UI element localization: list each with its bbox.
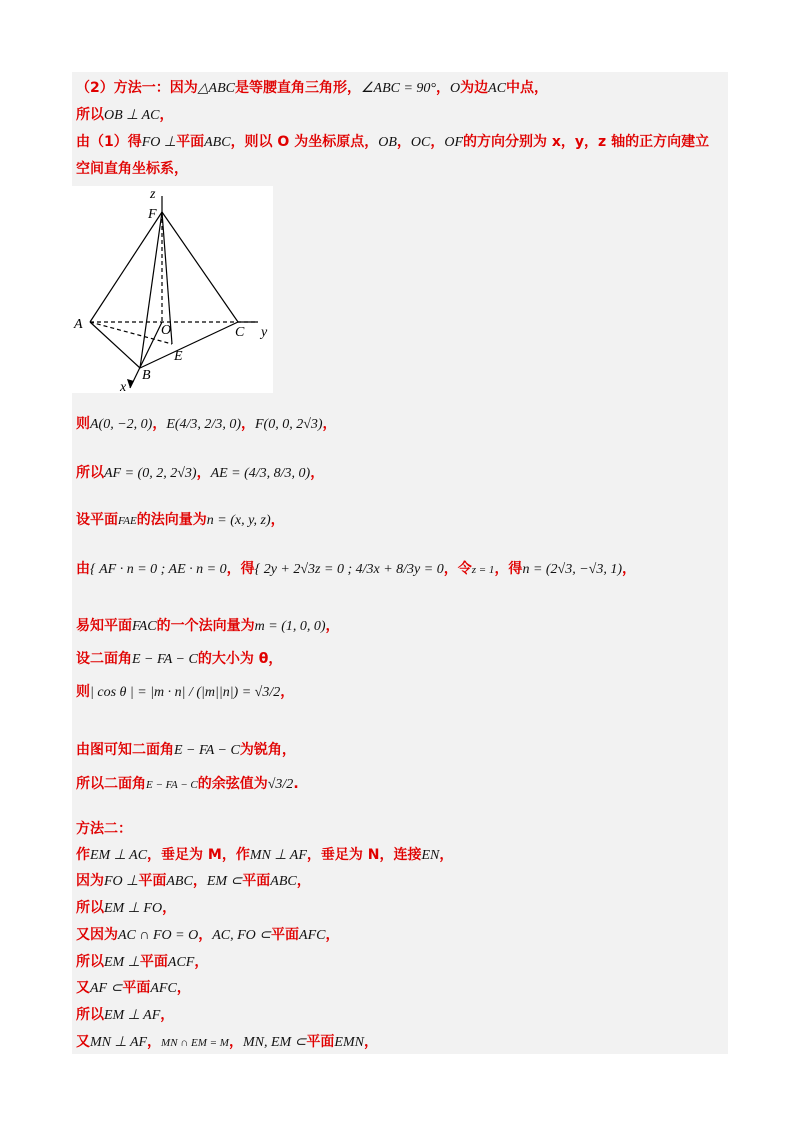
solution-text-segment: . xyxy=(293,776,299,792)
solution-text-segment: 作 xyxy=(76,847,90,863)
solution-line xyxy=(76,511,285,530)
solution-text-segment: ， xyxy=(436,80,451,96)
solution-line xyxy=(76,926,339,945)
solution-text-segment: ，令 xyxy=(443,561,472,577)
math-expression: | cos θ | = |m · n| / (|m||n|) = √3/2 xyxy=(90,685,281,700)
solution-text-segment: 是等腰直角三角形， xyxy=(234,80,361,96)
edge-bc xyxy=(140,322,238,368)
pyramid-diagram xyxy=(72,186,273,393)
solution-text-segment: 由图可知二面角 xyxy=(76,742,174,758)
solution-text-segment: ， xyxy=(159,107,174,123)
solution-line xyxy=(76,415,337,434)
label-c: C xyxy=(235,325,245,340)
solution-text-segment: 因为 xyxy=(76,873,104,889)
math-expression: AC xyxy=(488,81,507,96)
solution-text-segment: ， xyxy=(176,980,191,996)
math-expression: ABC xyxy=(270,874,297,889)
solution-text-segment: 的方向分别为 x，y，z 轴的正方向建立 xyxy=(463,134,710,150)
solution-text-segment: 中点， xyxy=(506,80,549,96)
solution-line xyxy=(76,79,548,98)
solution-text-segment: 所以 xyxy=(76,900,104,916)
math-expression: E − FA − C xyxy=(132,652,198,667)
label-f: F xyxy=(148,207,157,222)
solution-line xyxy=(76,464,324,483)
math-expression: ABC xyxy=(204,135,231,150)
math-expression: FO ⊥ xyxy=(141,135,177,150)
solution-text-segment: 则 xyxy=(76,416,90,432)
solution-line xyxy=(76,872,311,891)
math-expression: E − FA − C xyxy=(174,743,240,758)
math-expression: O xyxy=(450,81,461,96)
solution-text-segment: 方法二： xyxy=(76,821,132,837)
math-expression: OF xyxy=(444,135,464,150)
math-expression: MN ⊥ AF xyxy=(249,848,307,863)
solution-line xyxy=(76,741,296,760)
label-x: x xyxy=(120,380,127,393)
solution-text-segment: 又 xyxy=(76,980,90,996)
solution-text-segment: ， xyxy=(198,927,213,943)
solution-text-segment: ， xyxy=(363,1034,378,1050)
solution-text-segment: 设二面角 xyxy=(76,651,132,667)
solution-line xyxy=(76,650,282,669)
solution-text-segment: 为边 xyxy=(460,80,489,96)
solution-text-segment: ，得 xyxy=(494,561,523,577)
math-expression: △ABC xyxy=(197,81,235,96)
label-b: B xyxy=(142,368,151,383)
solution-text-segment: 设平面 xyxy=(76,512,118,528)
solution-text-segment: ， xyxy=(240,416,255,432)
solution-line xyxy=(76,683,294,702)
solution-text-segment: 平面 xyxy=(176,134,205,150)
math-expression: EM ⊂ xyxy=(206,874,243,889)
math-expression: AF = (0, 2, 2√3) xyxy=(104,466,197,481)
solution-text-segment: 的一个法向量为 xyxy=(156,618,255,634)
math-expression: ∠ABC = 90° xyxy=(360,81,437,96)
math-expression: EMN xyxy=(334,1035,364,1050)
solution-line xyxy=(76,899,176,918)
math-expression: EM ⊥ AC xyxy=(90,848,148,863)
math-expression: AFC xyxy=(150,981,177,996)
solution-text-segment: 平面 xyxy=(122,980,151,996)
solution-text-segment: ， xyxy=(160,1007,175,1023)
solution-text-segment: ，垂足为 N，连接 xyxy=(306,847,422,863)
math-expression: F(0, 0, 2√3) xyxy=(254,417,323,432)
math-expression: { 2y + 2√3z = 0 ; 4/3x + 8/3y = 0 xyxy=(254,562,444,577)
solution-text-segment: 由（1）得 xyxy=(76,134,142,150)
math-expression: E − FA − C xyxy=(146,779,198,791)
solution-text-segment: ， xyxy=(192,873,207,889)
edge-ab xyxy=(90,322,140,368)
math-expression: MN ⊥ AF xyxy=(90,1035,148,1050)
solution-text-segment: ， xyxy=(228,1034,243,1050)
solution-line xyxy=(76,979,191,998)
solution-text-segment: （2）方法一：因为 xyxy=(76,80,198,96)
math-expression: E(4/3, 2/3, 0) xyxy=(166,417,241,432)
math-expression: AF ⊂ xyxy=(90,981,123,996)
solution-text-segment: 易知平面 xyxy=(76,618,132,634)
solution-line xyxy=(76,133,709,152)
math-expression: MN, EM ⊂ xyxy=(242,1035,307,1050)
label-z: z xyxy=(150,187,156,202)
solution-text-segment: ，则以 O 为坐标原点， xyxy=(230,134,379,150)
solution-text-segment: 所以二面角 xyxy=(76,776,146,792)
solution-text-segment: 的大小为 θ， xyxy=(197,651,283,667)
solution-line xyxy=(76,953,208,972)
solution-text-segment: ， xyxy=(325,927,340,943)
solution-line xyxy=(76,560,636,579)
math-expression: EM ⊥ FO xyxy=(104,901,163,916)
solution-text-segment: 平面 xyxy=(139,954,168,970)
label-e: E xyxy=(174,349,183,364)
math-expression: AFC xyxy=(299,928,326,943)
pyramid-figure xyxy=(72,186,273,393)
solution-text-segment: ， xyxy=(280,684,295,700)
solution-text-segment: 的余弦值为 xyxy=(197,776,268,792)
solution-text-segment: ， xyxy=(396,134,411,150)
solution-text-segment: 又因为 xyxy=(76,927,118,943)
math-expression: OB ⊥ AC xyxy=(104,108,160,123)
math-expression: n = (x, y, z) xyxy=(206,513,271,528)
solution-text-segment: 平面 xyxy=(306,1034,335,1050)
math-expression: FO ⊥ xyxy=(104,874,139,889)
solution-text-segment: ，垂足为 M，作 xyxy=(147,847,250,863)
solution-line xyxy=(76,106,174,125)
solution-text-segment: ， xyxy=(270,512,285,528)
solution-text-segment: ， xyxy=(196,465,211,481)
solution-text-segment: 的法向量为 xyxy=(136,512,207,528)
solution-line xyxy=(76,160,188,178)
label-a: A xyxy=(74,317,83,332)
solution-text-segment: 为锐角， xyxy=(239,742,296,758)
math-expression: ABC xyxy=(166,874,193,889)
solution-line xyxy=(76,617,340,636)
solution-text-segment: 又 xyxy=(76,1034,90,1050)
math-expression: ACF xyxy=(167,955,195,970)
solution-text-segment: 所以 xyxy=(76,954,104,970)
math-expression: MN ∩ EM = M xyxy=(161,1037,229,1049)
solution-text-segment: ， xyxy=(194,954,209,970)
solution-text-segment: ， xyxy=(310,465,325,481)
math-expression: { AF · n = 0 ; AE · n = 0 xyxy=(90,562,227,577)
solution-text-segment: ， xyxy=(430,134,445,150)
solution-text-segment: 所以 xyxy=(76,465,104,481)
solution-text-segment: 空间直角坐标系， xyxy=(76,161,188,177)
solution-text-segment: 平面 xyxy=(242,873,271,889)
math-expression: A(0, −2, 0) xyxy=(90,417,153,432)
solution-text-segment: ， xyxy=(325,618,340,634)
solution-line xyxy=(76,846,453,865)
label-o: O xyxy=(161,323,172,338)
solution-text-segment: ， xyxy=(322,416,337,432)
math-expression: n = (2√3, −√3, 1) xyxy=(522,562,623,577)
solution-text-segment: 则 xyxy=(76,684,90,700)
solution-text-segment: ，得 xyxy=(226,561,255,577)
math-expression: FAC xyxy=(132,619,157,634)
math-expression: FAE xyxy=(118,515,137,527)
x-axis-arrow xyxy=(127,379,134,388)
solution-text-segment: ， xyxy=(152,416,167,432)
math-expression: OC xyxy=(410,135,431,150)
solution-line xyxy=(76,1006,174,1025)
math-expression: EN xyxy=(421,848,440,863)
solution-text-segment: 平面 xyxy=(138,873,167,889)
solution-text-segment: ， xyxy=(162,900,177,916)
math-expression: EM ⊥ xyxy=(104,955,140,970)
solution-text-segment: 由 xyxy=(76,561,90,577)
math-expression: OB xyxy=(378,135,397,150)
solution-text-segment: ， xyxy=(296,873,311,889)
solution-text-segment: ， xyxy=(622,561,637,577)
label-y: y xyxy=(261,325,268,340)
solution-text-segment: 平面 xyxy=(271,927,300,943)
math-expression: √3/2 xyxy=(267,777,294,792)
math-expression: m = (1, 0, 0) xyxy=(254,619,326,634)
math-expression: EM ⊥ AF xyxy=(104,1008,161,1023)
solution-text-segment: ， xyxy=(147,1034,162,1050)
math-expression: AE = (4/3, 8/3, 0) xyxy=(210,466,311,481)
math-expression: AC, FO ⊂ xyxy=(212,928,272,943)
math-expression: AC ∩ FO = O xyxy=(118,928,199,943)
solution-text-segment: 所以 xyxy=(76,1007,104,1023)
math-expression: z = 1 xyxy=(471,564,495,576)
edge-fa xyxy=(90,212,162,322)
solution-text-segment: ， xyxy=(439,847,454,863)
solution-line xyxy=(76,820,132,838)
solution-line xyxy=(76,1033,378,1052)
edge-fc xyxy=(162,212,238,322)
solution-line xyxy=(76,775,299,794)
solution-text-segment: 所以 xyxy=(76,107,104,123)
